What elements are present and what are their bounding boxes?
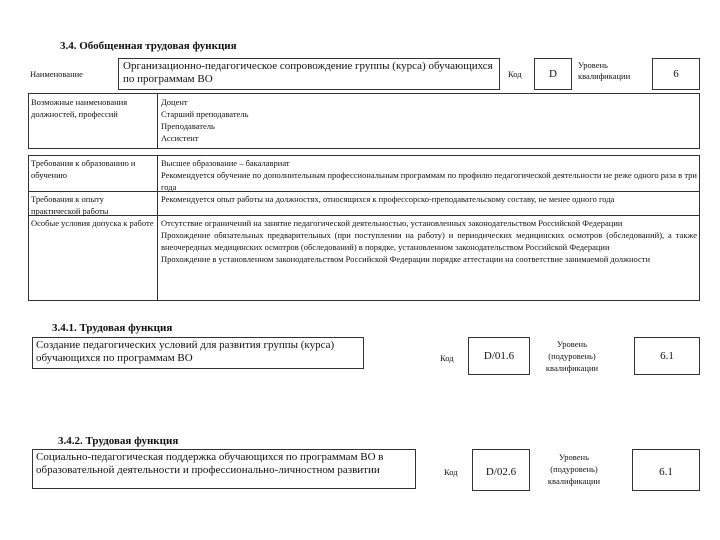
function-341-level-box xyxy=(634,337,700,375)
positions-label: Возможные наименования должностей, профессий xyxy=(31,97,128,119)
function-341-level-label: Уровень (подуровень) квалификации xyxy=(545,339,599,373)
education-item: Высшее образование – бакалавриат xyxy=(161,158,290,168)
name-value: Организационно-педагогическое сопровождение группы (курса) обучающихся по программам ВО xyxy=(123,60,493,85)
conditions-list xyxy=(161,217,697,265)
function-342-level-label: Уровень (подуровень) квалификации xyxy=(547,452,601,486)
experience-value: Рекомендуется опыт работы на должностях, относящихся к профессорско-преподавательскому составу, не менее одного года xyxy=(161,194,615,204)
education-item: Рекомендуется обучение по дополнительным профессиональным программам по профилю педагогической деятельности не реже одного раза в три года xyxy=(161,170,697,192)
position-item: Доцент xyxy=(161,97,188,107)
function-342-title: 3.4.2. Трудовая функция xyxy=(58,435,179,447)
level-label: Уровень квалификации xyxy=(578,60,631,81)
level-value: 6 xyxy=(673,68,679,80)
function-341-name: Создание педагогических условий для развития группы (курса) обучающихся по программам ВО xyxy=(36,339,335,364)
section-title: 3.4. Обобщенная трудовая функция xyxy=(60,40,237,52)
function-342-level-box xyxy=(632,449,700,491)
level-box xyxy=(652,58,700,90)
code-label: Код xyxy=(508,69,522,79)
education-label: Требования к образованию и обучению xyxy=(31,158,136,180)
function-342-code-label: Код xyxy=(444,467,458,477)
education-list xyxy=(161,157,697,193)
function-341-name-box xyxy=(32,337,364,369)
function-341-code-label: Код xyxy=(440,353,454,363)
function-342-name: Социально-педагогическая поддержка обучающихся по программам ВО в образовательной деятельности и профессионально-личностном развитии xyxy=(36,451,384,476)
function-341-title: 3.4.1. Трудовая функция xyxy=(52,322,173,334)
condition-item: Прохождение в установленном законодательством Российской Федерации порядке аттестации на соответствие занимаемой должности xyxy=(161,254,650,264)
condition-item: Прохождение обязательных предварительных (при поступлении на работу) и периодических медицинских осмотров (обследований), а также внеочередных медицинских осмотров (обследований) в порядке, установленном законодательством Российской Федерации xyxy=(161,230,697,252)
function-341-code: D/01.6 xyxy=(483,350,515,362)
experience-label: Требования к опыту практической работы xyxy=(31,194,109,216)
function-341-level: 6.1 xyxy=(660,350,674,362)
code-box xyxy=(534,58,572,90)
conditions-label: Особые условия допуска к работе xyxy=(31,218,154,228)
function-342-code-box xyxy=(472,449,530,491)
function-342-level: 6.1 xyxy=(659,466,673,478)
position-item: Преподаватель xyxy=(161,121,215,131)
name-box xyxy=(118,58,500,90)
code-value: D xyxy=(549,68,557,80)
position-item: Ассистент xyxy=(161,133,199,143)
function-341-code-box xyxy=(468,337,530,375)
positions-list xyxy=(161,96,697,144)
condition-item: Отсутствие ограничений на занятие педагогической деятельностью, установленных законодательством Российской Федерации xyxy=(161,218,623,228)
function-342-code: D/02.6 xyxy=(485,466,517,478)
name-label: Наименование xyxy=(30,69,83,79)
function-342-name-box xyxy=(32,449,416,489)
position-item: Старший преподаватель xyxy=(161,109,249,119)
